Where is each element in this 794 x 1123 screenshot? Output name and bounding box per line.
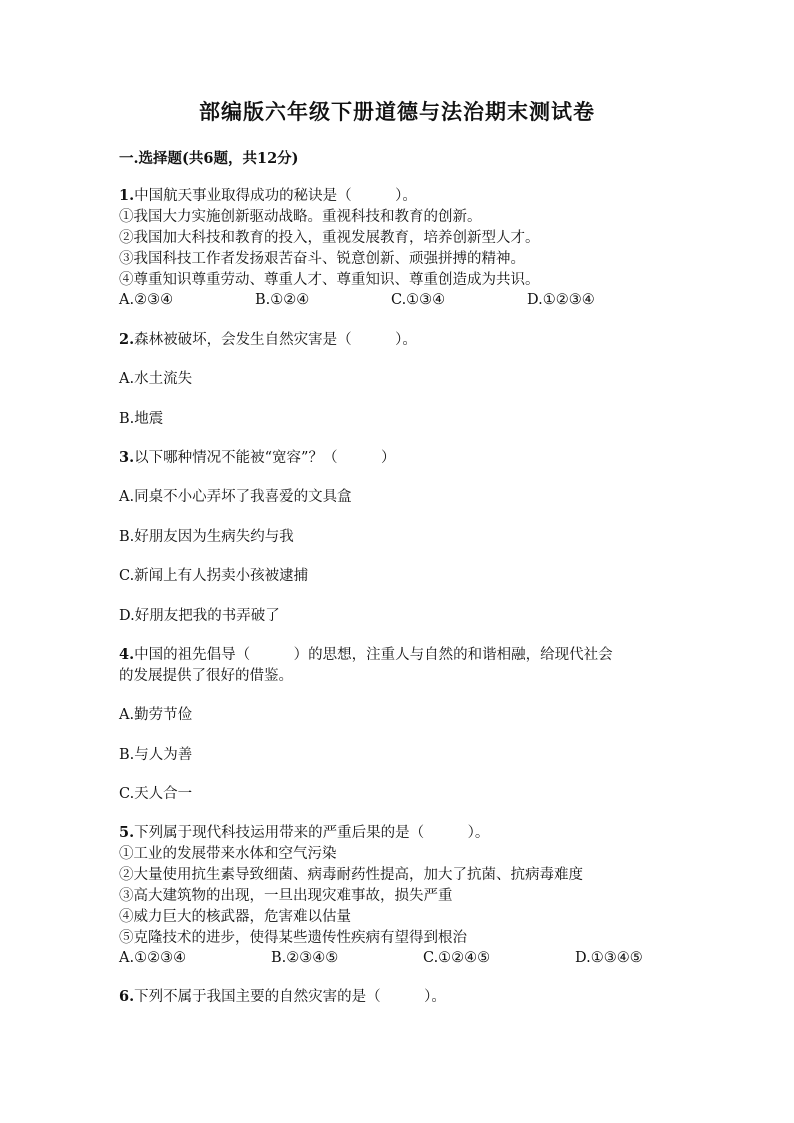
question-1-option-d: D.①②③④ bbox=[527, 292, 595, 308]
question-4-option-b: B.与人为善 bbox=[119, 747, 193, 763]
question-5-item-4: ④威力巨大的核武器，危害难以估量 bbox=[119, 909, 351, 925]
question-1-item-4: ④尊重知识尊重劳动、尊重人才、尊重知识、尊重创造成为共识。 bbox=[119, 272, 540, 288]
question-1-item-2: ②我国加大科技和教育的投入，重视发展教育，培养创新型人才。 bbox=[119, 230, 540, 246]
question-5-item-2: ②大量使用抗生素导致细菌、病毒耐药性提高，加大了抗菌、抗病毒难度 bbox=[119, 867, 583, 883]
question-2-option-b: B.地震 bbox=[119, 411, 164, 427]
question-1-item-3: ③我国科技工作者发扬艰苦奋斗、锐意创新、顽强拼搏的精神。 bbox=[119, 251, 525, 267]
question-3-option-d: D.好朋友把我的书弄破了 bbox=[119, 608, 280, 624]
question-1-option-a: A.②③④ bbox=[119, 292, 174, 308]
page-title: 部编版六年级下册道德与法治期末测试卷 bbox=[199, 99, 595, 124]
question-5-item-5: ⑤克隆技术的进步，使得某些遗传性疾病有望得到根治 bbox=[119, 930, 467, 946]
question-1-stem bbox=[119, 186, 417, 206]
question-5-item-3: ③高大建筑物的出现，一旦出现灾难事故，损失严重 bbox=[119, 888, 453, 904]
question-5-option-b: B.②③④⑤ bbox=[271, 950, 339, 966]
question-text: 以下哪种情况不能被“宽容”？（ ） bbox=[134, 450, 396, 466]
question-4-stem bbox=[119, 645, 613, 665]
question-5-item-1: ①工业的发展带来水体和空气污染 bbox=[119, 846, 337, 862]
question-number: 1. bbox=[119, 187, 135, 204]
question-number: 6. bbox=[119, 988, 135, 1005]
question-4-stem-continued: 的发展提供了很好的借鉴。 bbox=[119, 668, 293, 684]
question-text: 中国航天事业取得成功的秘诀是（ ）。 bbox=[134, 188, 417, 204]
question-5-option-d: D.①③④⑤ bbox=[575, 950, 643, 966]
question-3-stem bbox=[119, 448, 395, 468]
question-5-stem bbox=[119, 823, 489, 843]
question-4-option-a: A.勤劳节俭 bbox=[119, 707, 193, 723]
question-3-option-a: A.同桌不小心弄坏了我喜爱的文具盒 bbox=[119, 489, 352, 505]
question-5-option-a: A.①②③④ bbox=[119, 950, 187, 966]
question-3-option-b: B.好朋友因为生病失约与我 bbox=[119, 529, 294, 545]
question-2-option-a: A.水土流失 bbox=[119, 371, 193, 387]
question-text: 下列不属于我国主要的自然灾害的是（ ）。 bbox=[134, 989, 446, 1005]
question-4-option-c: C.天人合一 bbox=[119, 786, 193, 802]
section-heading: 一.选择题(共6题，共12分) bbox=[119, 150, 299, 167]
question-number: 3. bbox=[119, 449, 135, 466]
question-5-option-c: C.①②④⑤ bbox=[423, 950, 491, 966]
question-number: 4. bbox=[119, 646, 135, 663]
question-number: 2. bbox=[119, 331, 135, 348]
question-text: 下列属于现代科技运用带来的严重后果的是（ ）。 bbox=[134, 825, 490, 841]
question-1-option-c: C.①③④ bbox=[391, 292, 446, 308]
question-1-option-b: B.①②④ bbox=[255, 292, 310, 308]
question-1-item-1: ①我国大力实施创新驱动战略。重视科技和教育的创新。 bbox=[119, 209, 482, 225]
question-number: 5. bbox=[119, 824, 135, 841]
question-text: 森林被破坏，会发生自然灾害是（ ）。 bbox=[134, 332, 417, 348]
question-text: 中国的祖先倡导（ ）的思想，注重人与自然的和谐相融，给现代社会 bbox=[134, 647, 613, 663]
question-2-stem bbox=[119, 330, 417, 350]
question-6-stem bbox=[119, 987, 446, 1007]
question-3-option-c: C.新闻上有人拐卖小孩被逮捕 bbox=[119, 568, 309, 584]
